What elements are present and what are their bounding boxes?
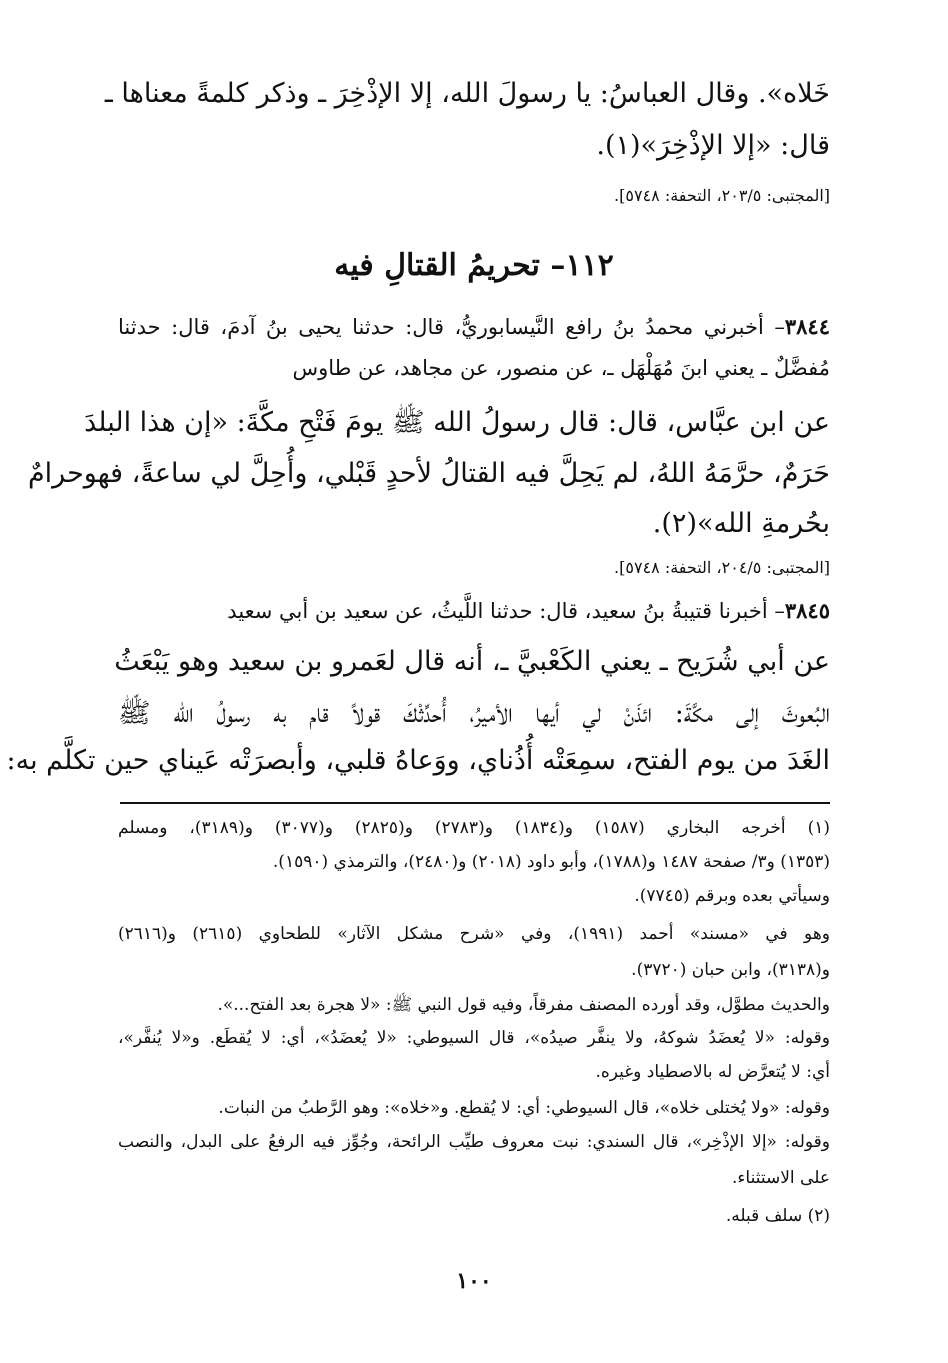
footnote-line: (١) أخرجه البخاري (١٥٨٧) و(١٨٣٤) و(٢٧٨٣) و(٢٨٢٥) و(٣٠٧٧) و(٣١٨٩)، ومسلم: [118, 818, 830, 838]
footnote-line: وسيأتي بعده وبرقم (٧٧٤٥).: [634, 886, 830, 906]
hadith-isnad-line: [118, 314, 830, 339]
chapter-heading: ١١٢– تحريمُ القتالِ فيه: [334, 248, 614, 283]
hadith-matn-line: عن أبي شُرَيح ـ يعني الكَعْبيَّ ـ، أنه قال لعَمرو بن سعيد وهو يَبْعَثُ: [114, 646, 830, 677]
footnote-line: أي: لا يُتعرَّض له بالاصطياد وغيره.: [595, 1062, 830, 1082]
footnote-line: وقوله: «ولا يُختلى خلاه»، قال السيوطي: أي: لا يُقطع. و«خلاه»: وهو الرَّطبُ من النبات.: [218, 1098, 830, 1118]
footnote-line: (٢) سلف قبله.: [725, 1206, 830, 1226]
hadith-isnad-line: [118, 598, 830, 623]
footnote-line: وقوله: «لا يُعضَدُ شوكهُ، ولا ينفَّر صيدُه»، قال السيوطي: «لا يُعضَدُ»، أي: لا يُقطَع. و«لا يُنفَّر»،: [118, 1028, 830, 1048]
reference: [المجتبى: ٢٠٤/٥، التحفة: ٥٧٤٨].: [614, 558, 830, 577]
page-number: ١٠٠: [456, 1268, 492, 1294]
footnote-line: وهو في «مسند» أحمد (١٩٩١)، وفي «شرح مشكل الآثار» للطحاوي (٢٦١٥) و(٢٦١٦): [118, 924, 830, 944]
isnad-text: – أخبرنا قتيبةُ بنُ سعيد، قال: حدثنا اللَّيثُ، عن سعيد بن أبي سعيد: [227, 599, 785, 623]
hadith-matn-line: عن ابن عبَّاس، قال: قال رسولُ الله ﷺ يومَ فَتْحِ مكَّةَ: «إن هذا البلدَ: [84, 407, 830, 438]
footnote-line: وقوله: «إلا الإذْخِر»، قال السندي: نبت معروف طيِّب الرائحة، وجُوِّز فيه الرفعُ على البدل، والنصب: [118, 1132, 830, 1152]
hadith-matn-line: بحُرمةِ الله»(٢).: [652, 508, 830, 539]
hadith-matn-line: الغَدَ من يوم الفتح، سمِعَتْه أُذُناي، ووَعاهُ قلبي، وأبصرَتْه عَيناي حين تكلَّم به:: [6, 745, 830, 776]
footnote-line: على الاستثناء.: [732, 1168, 830, 1188]
footnote-line: و(٣١٣٨)، وابن حبان (٣٧٢٠).: [631, 960, 830, 980]
hadith-number: ٣٨٤٤: [784, 314, 830, 339]
hadith-isnad-line: مُفضَّلٌ ـ يعني ابنَ مُهَلْهَل ـ، عن منصور، عن مجاهد، عن طاوس: [292, 356, 830, 380]
text-line: قال: «إلا الإذْخِرَ»(١).: [596, 130, 830, 161]
hadith-matn-line: البُعوثَ إلى مكَّةَ: ائذَنْ لي أيها الأميرُ، أُحدِّثْكَ قولاً قام به رسولُ الله ﷺ: [118, 698, 830, 729]
hadith-number: ٣٨٤٥: [784, 598, 830, 623]
isnad-text: – أخبرني محمدُ بنُ رافع النَّيسابوريُّ، قال: حدثنا يحيى بنُ آدمَ، قال: حدثنا: [118, 315, 785, 339]
footnote-line: (١٣٥٣) و٣/ صفحة ١٤٨٧ و(١٧٨٨)، وأبو داود (٢٠١٨) و(٢٤٨٠)، والترمذي (١٥٩٠).: [272, 852, 830, 872]
footnote-line: والحديث مطوَّل، وقد أورده المصنف مفرقاً، وفيه قول النبي ﷺ: «لا هجرة بعد الفتح...».: [217, 995, 830, 1015]
text-line: خَلاه». وقال العباسُ: يا رسولَ الله، إلا الإذْخِرَ ـ وذكر كلمةً معناها ـ: [104, 78, 830, 109]
footnote-separator: [120, 802, 830, 804]
hadith-matn-line: حَرَمٌ، حرَّمَهُ اللهُ، لم يَحِلَّ فيه القتالُ لأحدٍ قَبْلي، وأُحِلَّ لي ساعةً، فهوحرامٌ: [27, 458, 830, 489]
reference: [المجتبى: ٢٠٣/٥، التحفة: ٥٧٤٨].: [614, 186, 830, 205]
